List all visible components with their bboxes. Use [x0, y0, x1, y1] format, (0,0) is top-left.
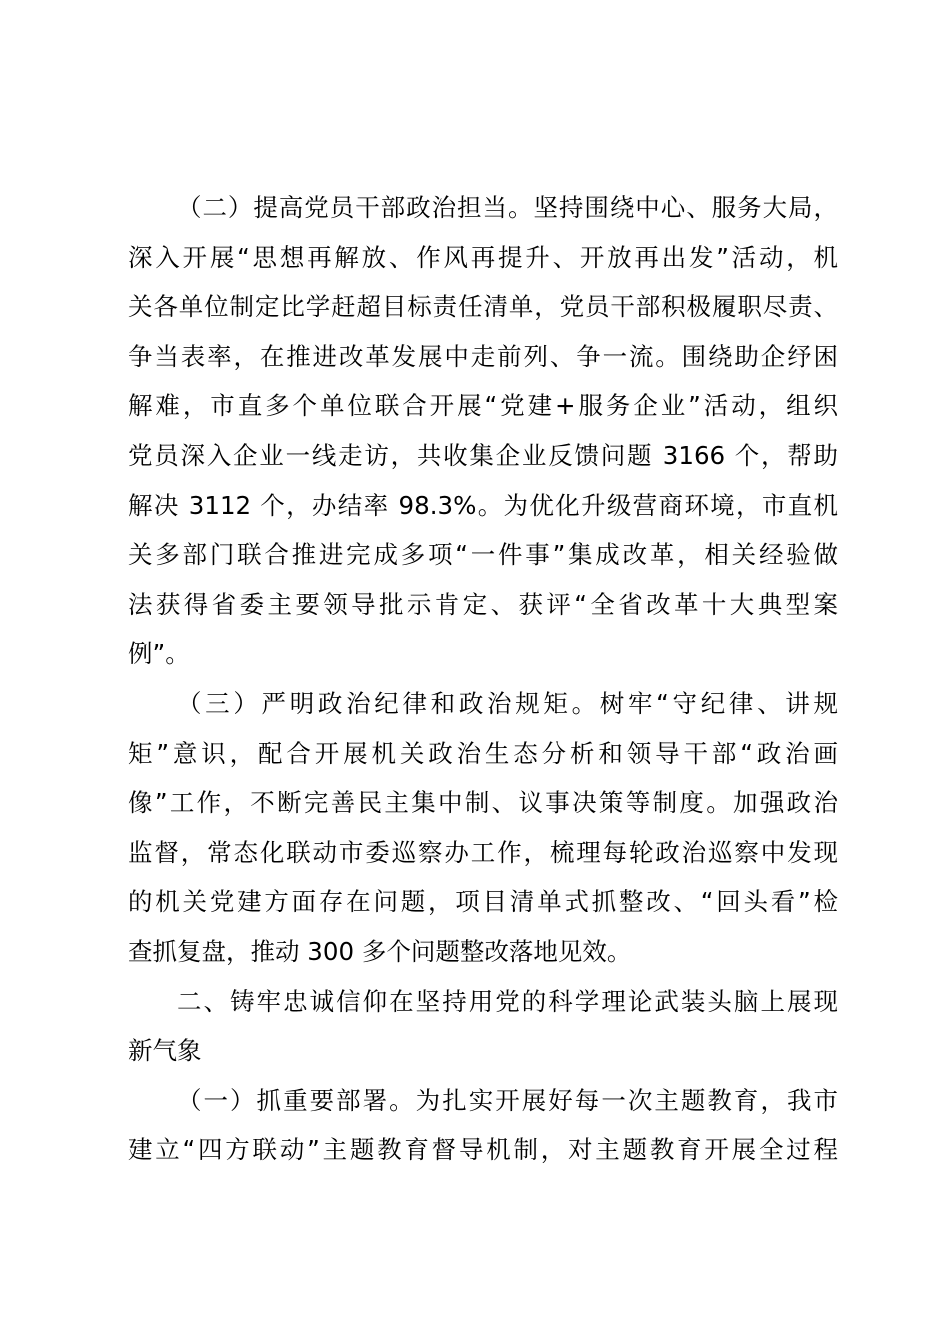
- section-2-heading-line: 二、铸牢忠诚信仰在坚持用党的科学理论武装头脑上展现: [177, 986, 838, 1016]
- text-line: 的机关党建方面存在问题，项目清单式抓整改、“回头看”检: [128, 887, 838, 917]
- text-line: 党员深入企业一线走访，共收集企业反馈问题 3166 个，帮助: [128, 440, 838, 470]
- text-line: 例”。: [128, 639, 190, 669]
- text-line: 像”工作，不断完善民主集中制、议事决策等制度。加强政治: [128, 788, 838, 818]
- section-2-heading-line: 新气象: [128, 1036, 202, 1066]
- paragraph-3-heading-line: （三）严明政治纪律和政治规矩。树牢“守纪律、讲规: [177, 688, 838, 718]
- text-line: 解难，市直多个单位联合开展“党建+服务企业”活动，组织: [128, 391, 838, 421]
- text-line: 深入开展“思想再解放、作风再提升、开放再出发”活动，机: [128, 242, 838, 272]
- text-line: 关各单位制定比学赶超目标责任清单，党员干部积极履职尽责、: [128, 292, 838, 322]
- document-body: [128, 183, 838, 1175]
- subsection-1-heading-line: （一）抓重要部署。为扎实开展好每一次主题教育，我市: [177, 1085, 838, 1115]
- text-line: 查抓复盘，推动 300 多个问题整改落地见效。: [128, 936, 632, 966]
- text-line: 争当表率，在推进改革发展中走前列、争一流。围绕助企纾困: [128, 341, 838, 371]
- text-line: 建立“四方联动”主题教育督导机制，对主题教育开展全过程: [128, 1135, 838, 1165]
- text-line: 矩”意识，配合开展机关政治生态分析和领导干部“政治画: [128, 738, 838, 768]
- text-line: 监督，常态化联动市委巡察办工作，梳理每轮政治巡察中发现: [128, 837, 838, 867]
- text-line: 关多部门联合推进完成多项“一件事”集成改革，相关经验做: [128, 540, 838, 570]
- text-line: 法获得省委主要领导批示肯定、获评“全省改革十大典型案: [128, 589, 838, 619]
- text-line: 解决 3112 个，办结率 98.3%。为优化升级营商环境，市直机: [128, 490, 838, 520]
- paragraph-2-heading-line: （二）提高党员干部政治担当。坚持围绕中心、服务大局，: [177, 193, 838, 222]
